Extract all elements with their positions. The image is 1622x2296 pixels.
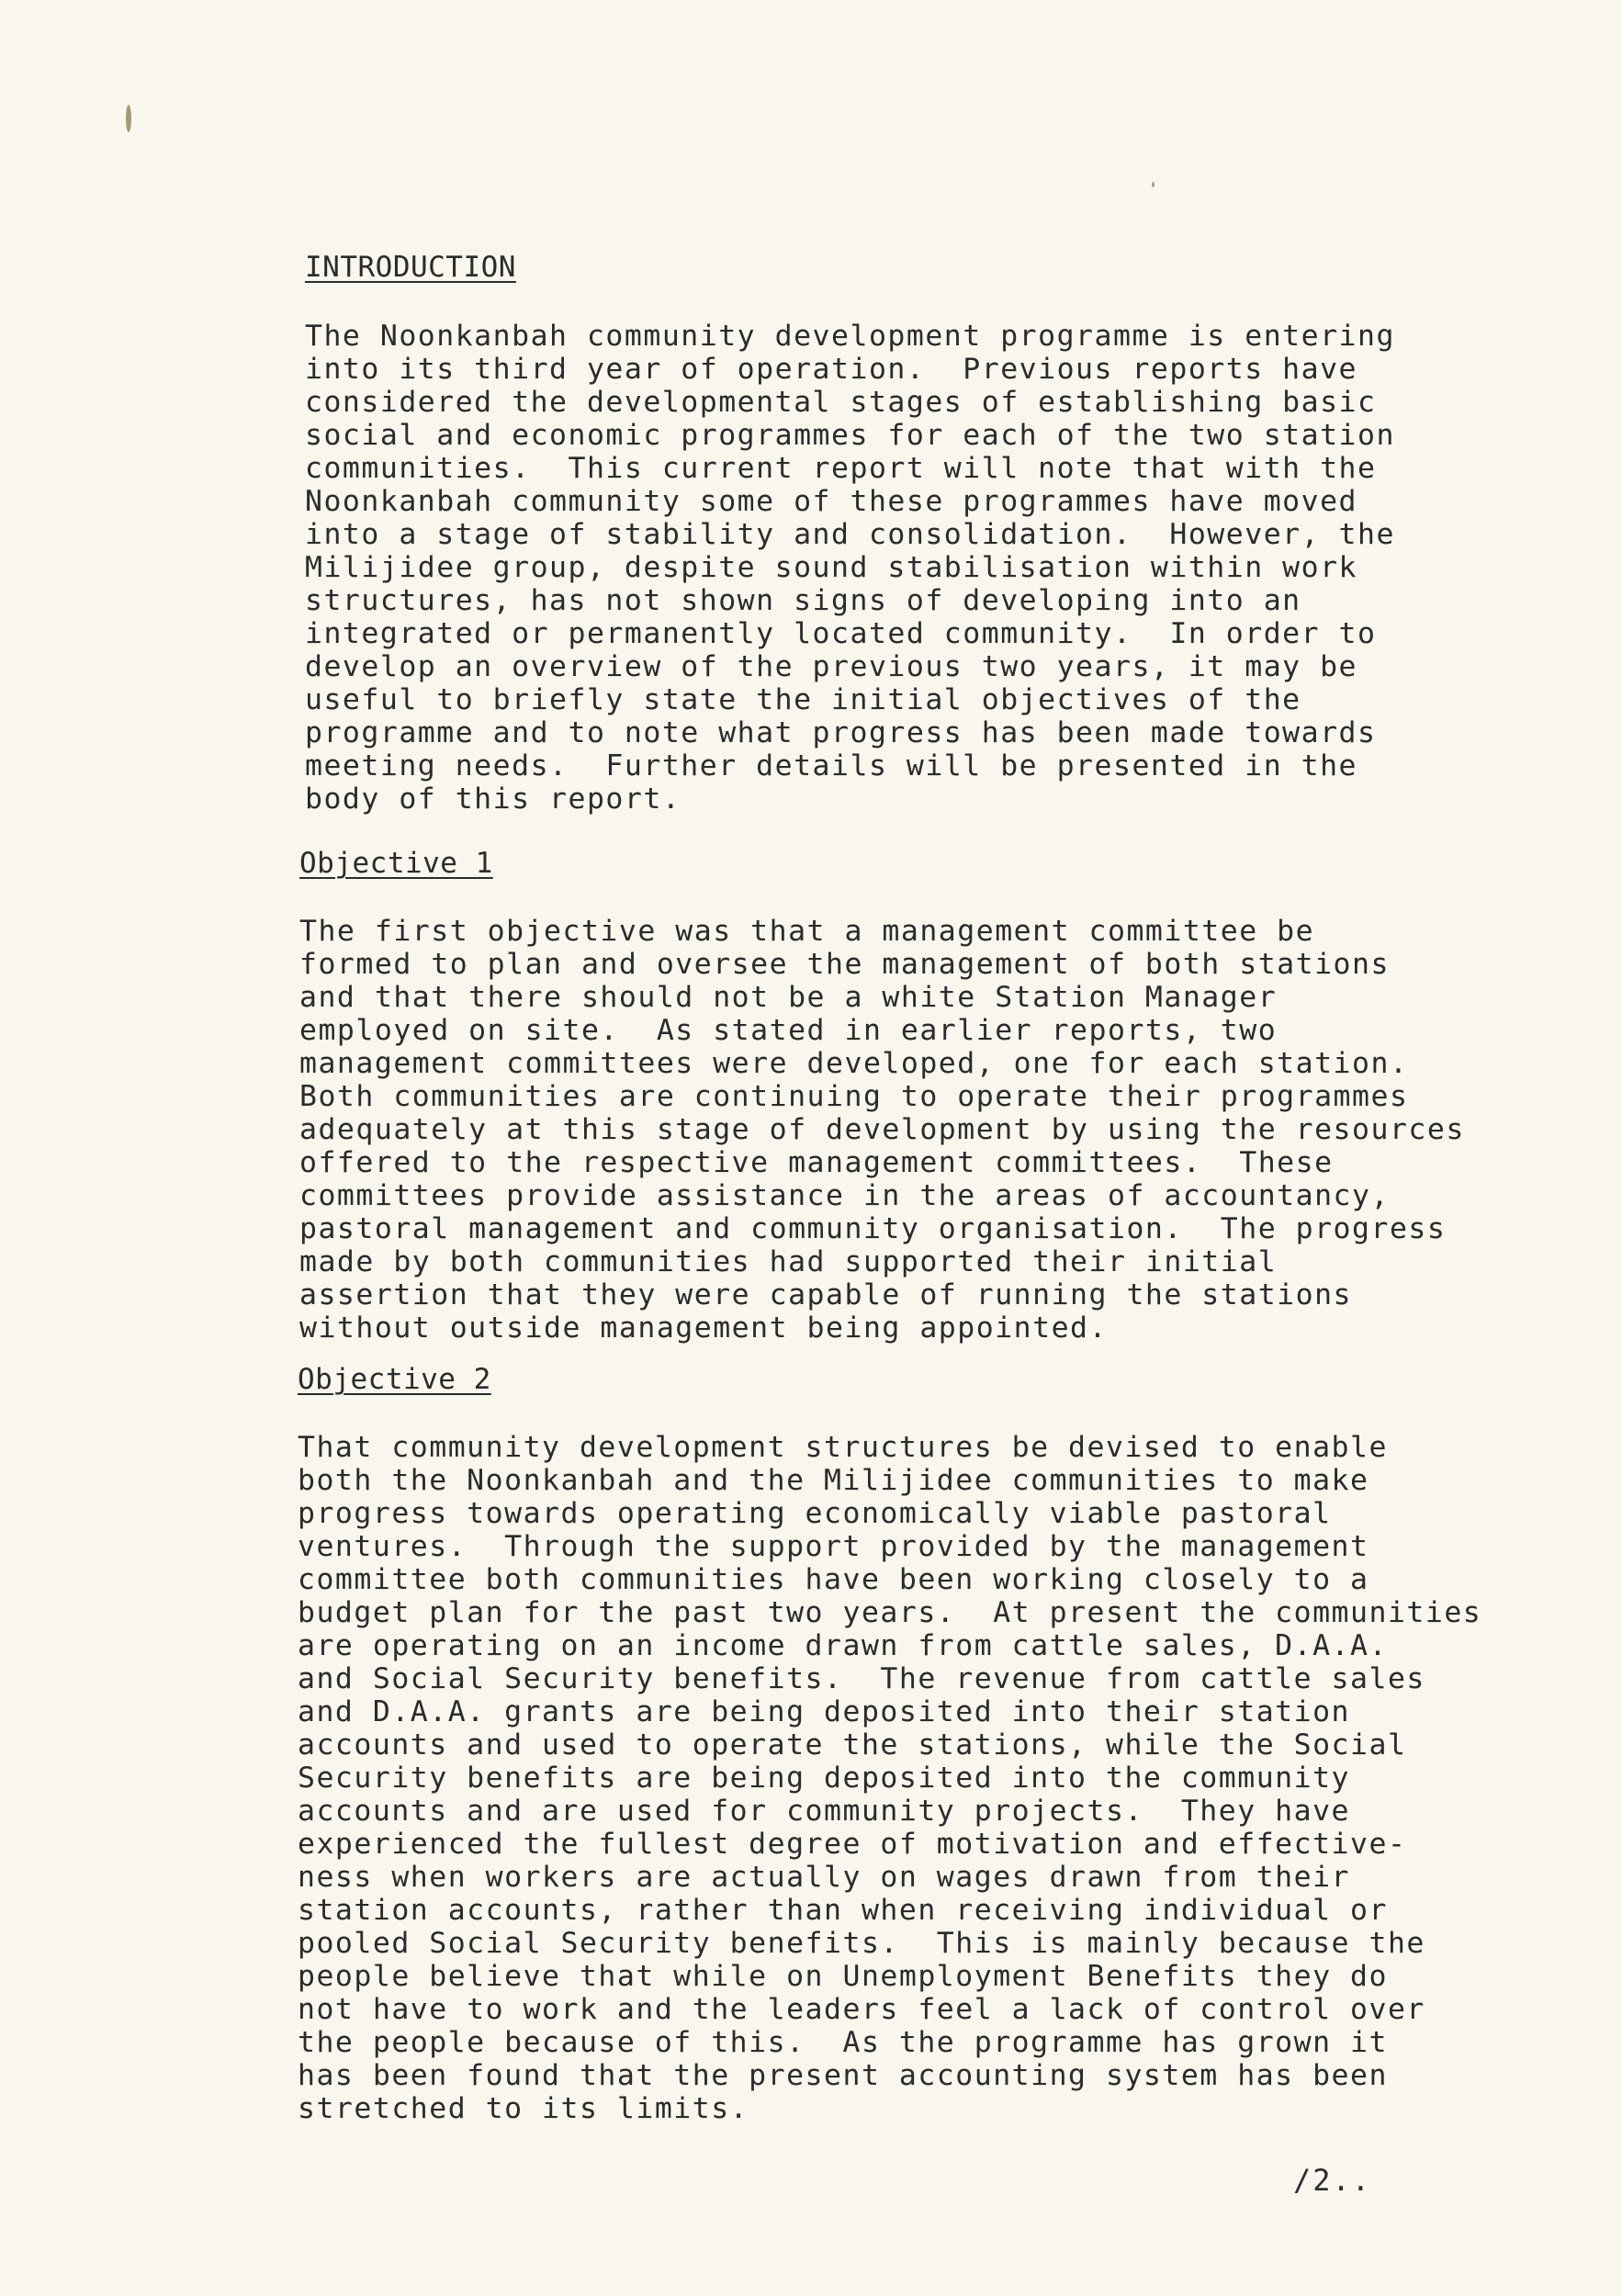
text-line: Milijidee group, despite sound stabilisation within work — [305, 551, 1358, 584]
text-line: has been found that the present accounting system has been — [298, 2059, 1388, 2092]
text-line: Noonkanbah community some of these programmes have moved — [305, 485, 1358, 518]
text-line: integrated or permanently located community. In order to — [305, 617, 1377, 650]
text-line: structures, has not shown signs of developing into an — [305, 584, 1301, 617]
text-line: Security benefits are being deposited into the community — [298, 1761, 1351, 1795]
text-line: both the Noonkanbah and the Milijidee communities to make — [298, 1464, 1369, 1497]
text-line: formed to plan and oversee the management of both stations — [299, 948, 1390, 981]
text-line: That community development structures be devised to enable — [298, 1431, 1388, 1464]
text-line: made by both communities had supported their initial — [299, 1245, 1278, 1278]
text-line: progress towards operating economically viable pastoral — [298, 1497, 1332, 1530]
text-line: ness when workers are actually on wages drawn from their — [298, 1861, 1351, 1894]
page-continuation: /2.. — [1293, 2163, 1372, 2198]
text-line: stretched to its limits. — [298, 2092, 749, 2125]
text-line: The first objective was that a management committee be — [299, 915, 1315, 948]
text-line: and D.A.A. grants are being deposited into their station — [298, 1695, 1351, 1728]
section-heading-introduction: INTRODUCTION — [305, 251, 516, 284]
text-line: programme and to note what progress has been made towards — [305, 716, 1377, 749]
text-line: meeting needs. Further details will be presented in the — [305, 749, 1358, 782]
text-line: accounts and are used for community projects. They have — [298, 1795, 1351, 1828]
text-line: management committees were developed, one for each station. — [299, 1047, 1409, 1080]
text-line: people believe that while on Unemployment Benefits they do — [298, 1960, 1388, 1993]
text-line: experienced the fullest degree of motivation and effective- — [298, 1828, 1407, 1861]
text-line: pooled Social Security benefits. This is mainly because the — [298, 1927, 1425, 1960]
text-line: into a stage of stability and consolidation. However, the — [305, 518, 1395, 551]
text-line: pastoral management and community organisation. The progress — [299, 1212, 1447, 1245]
text-line: considered the developmental stages of establishing basic — [305, 386, 1377, 419]
text-line: communities. This current report will note that with the — [305, 452, 1377, 485]
introduction-paragraph — [305, 320, 1395, 816]
text-line: employed on site. As stated in earlier reports, two — [299, 1014, 1278, 1047]
text-line: budget plan for the past two years. At present the communities — [298, 1596, 1482, 1629]
text-line: offered to the respective management committees. These — [299, 1146, 1334, 1179]
text-line: not have to work and the leaders feel a lack of control over — [298, 1993, 1425, 2026]
text-line: the people because of this. As the programme has grown it — [298, 2026, 1388, 2059]
text-line: station accounts, rather than when receiving individual or — [298, 1894, 1388, 1927]
text-line: and Social Security benefits. The revenue from cattle sales — [298, 1662, 1425, 1695]
text-line: social and economic programmes for each of the two station — [305, 419, 1395, 452]
text-line: accounts and used to operate the stations, while the Social — [298, 1728, 1407, 1761]
text-line: and that there should not be a white Station Manager — [299, 981, 1278, 1014]
text-line: develop an overview of the previous two years, it may be — [305, 650, 1358, 683]
paper-mark — [1152, 182, 1155, 187]
objective-1-paragraph — [299, 915, 1465, 1345]
text-line: without outside management being appointed. — [299, 1311, 1108, 1345]
section-heading-objective-2: Objective 2 — [298, 1363, 491, 1396]
text-line: are operating on an income drawn from cattle sales, D.A.A. — [298, 1629, 1388, 1662]
section-heading-objective-1: Objective 1 — [299, 847, 493, 880]
text-line: body of this report. — [305, 782, 681, 816]
text-line: Both communities are continuing to operate their programmes — [299, 1080, 1409, 1113]
text-line: into its third year of operation. Previous reports have — [305, 353, 1358, 386]
text-line: ventures. Through the support provided by the management — [298, 1530, 1369, 1563]
text-line: committees provide assistance in the areas of accountancy, — [299, 1179, 1390, 1212]
text-line: adequately at this stage of development by using the resources — [299, 1113, 1465, 1146]
text-line: assertion that they were capable of running the stations — [299, 1278, 1353, 1311]
text-line: useful to briefly state the initial objectives of the — [305, 683, 1301, 716]
text-line: The Noonkanbah community development programme is entering — [305, 320, 1395, 353]
text-line: committee both communities have been working closely to a — [298, 1563, 1369, 1596]
objective-2-paragraph — [298, 1431, 1481, 2125]
paper-mark — [126, 105, 131, 132]
